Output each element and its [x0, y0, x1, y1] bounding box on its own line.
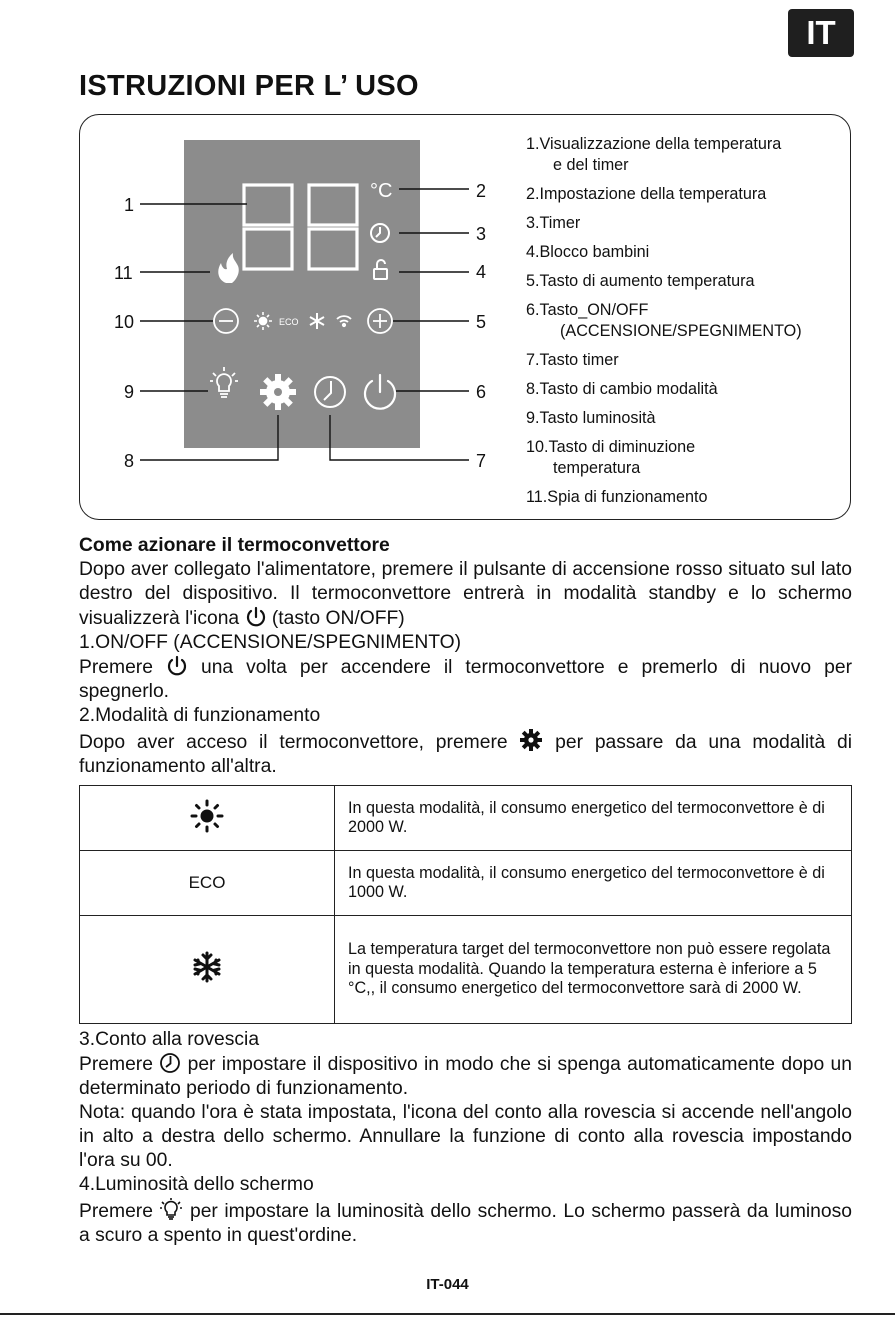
legend-item-11: 11.Spia di funzionamento — [526, 488, 708, 506]
mode-description: La temperatura target del termoconvettore non può essere regolata in questa modalità. Quando la temperatura esterna è inferiore a 5 °C,, il consumo energetico del termoconvettore sarà di 2000 W. — [335, 916, 852, 1024]
legend-item-7: 7.Tasto timer — [526, 351, 619, 369]
legend-item-6: 6.Tasto_ON/OFF (ACCENSIONE/SPEGNIMENTO) — [526, 301, 802, 340]
callout-9: 9 — [124, 382, 135, 402]
countdown-title: 3.Conto alla rovescia — [79, 1029, 260, 1050]
mode-title: 2.Modalità di funzionamento — [79, 705, 321, 726]
legend-item-9: 9.Tasto luminosità — [526, 409, 656, 427]
callout-6: 6 — [476, 382, 487, 402]
legend-item-4: 4.Blocco bambini — [526, 243, 650, 261]
onoff-title: 1.ON/OFF (ACCENSIONE/SPEGNIMENTO) — [79, 632, 462, 653]
countdown-section — [79, 1028, 852, 1248]
operation-intro: Dopo aver collegato l'alimentatore, premere il pulsante di accensione rosso situato sul lato destro del dispositivo. Il termoconvettore entrerà in modalità standby e lo schermo visualizzerà l'icona (tasto ON/OFF) — [79, 559, 852, 629]
gear-icon — [519, 728, 543, 752]
sun-icon — [189, 798, 225, 834]
countdown-note: Nota: quando l'ora è stata impostata, l'icona del conto alla rovescia si accende nell'angolo in alto a destra dello schermo. Annullare la funzione di conto alla rovescia impostando l'ora su 00. — [79, 1102, 852, 1171]
brightness-title: 4.Luminosità dello schermo — [79, 1174, 314, 1195]
callout-11: 11 — [114, 263, 133, 283]
callout-5: 5 — [476, 312, 487, 332]
page-title: ISTRUZIONI PER L’ USO — [79, 70, 419, 102]
power-icon — [166, 655, 188, 677]
legend-item-2: 2.Impostazione della temperatura — [526, 185, 767, 203]
countdown-text: Premere per impostare il dispositivo in modo che si spenga automaticamente dopo un determinato periodo di funzionamento. — [79, 1054, 853, 1099]
operation-section — [79, 534, 852, 779]
legend-item-1: 1.Visualizzazione della temperatura e del timer — [526, 135, 782, 174]
celsius-indicator: °C — [370, 180, 393, 202]
callout-8: 8 — [124, 451, 135, 471]
callout-3: 3 — [476, 224, 487, 244]
callout-7: 7 — [476, 451, 487, 471]
callout-1: 1 — [124, 195, 135, 215]
eco-label: ECO — [188, 873, 226, 892]
light-bulb-icon — [159, 1197, 183, 1221]
callout-10: 10 — [114, 312, 135, 332]
legend-item-8: 8.Tasto di cambio modalità — [526, 380, 718, 398]
table-row — [80, 786, 852, 851]
operation-heading: Come azionare il termoconvettore — [79, 535, 390, 556]
table-row — [80, 916, 852, 1024]
eco-indicator: ECO — [279, 317, 299, 327]
language-badge: IT — [788, 9, 854, 57]
clock-icon — [159, 1052, 181, 1074]
snowflake-icon — [190, 950, 224, 984]
brightness-text: Premere per impostare la luminosità dello schermo. Lo schermo passerà da luminoso a scuro a spento in quest'ordine. — [79, 1197, 852, 1248]
bottom-rule — [0, 1313, 895, 1315]
mode-description: In questa modalità, il consumo energetico del termoconvettore è di 1000 W. — [335, 851, 852, 916]
mode-button-icon — [260, 374, 296, 410]
mode-description: In questa modalità, il consumo energetico del termoconvettore è di 2000 W. — [335, 786, 852, 851]
table-row — [80, 851, 852, 916]
onoff-text: Premere una volta per accendere il termoconvettore e premerlo di nuovo per spegnerlo. — [79, 657, 852, 702]
power-icon — [245, 606, 267, 628]
callout-4: 4 — [476, 262, 487, 282]
legend-item-5: 5.Tasto di aumento temperatura — [526, 272, 755, 290]
modes-table — [79, 785, 852, 1024]
legend-item-3: 3.Timer — [526, 214, 581, 232]
legend-item-10: 10.Tasto di diminuzione temperatura — [526, 438, 696, 477]
mode-text: Dopo aver acceso il termoconvettore, premere per passare da una modalità di funzionamento all'altra. — [79, 728, 852, 779]
page-number: IT-044 — [426, 1276, 469, 1293]
diagram-legend — [526, 134, 846, 516]
callout-2: 2 — [476, 181, 487, 201]
